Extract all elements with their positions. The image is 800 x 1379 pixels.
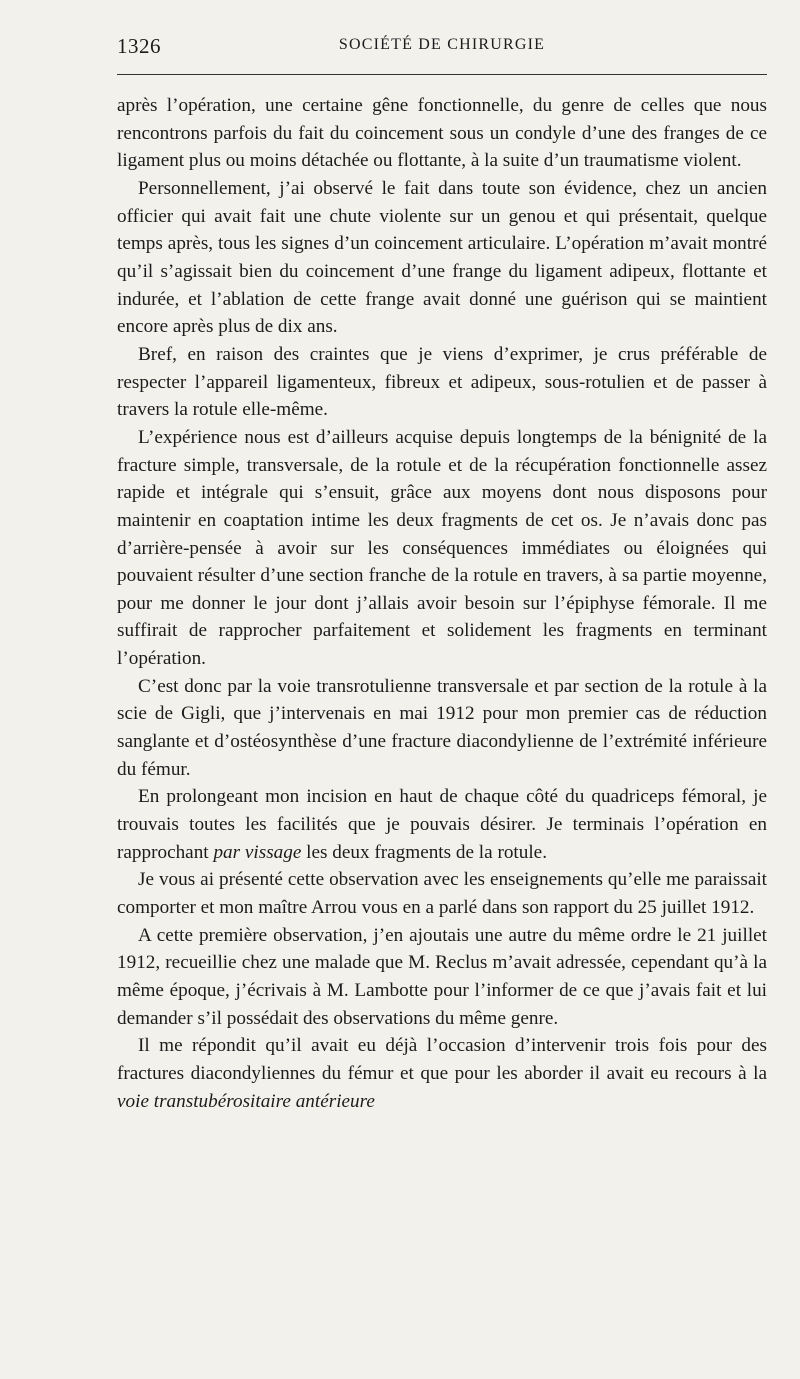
body-text — [117, 92, 767, 1115]
paragraph-text: En prolongeant mon incision en haut de chaque côté du quadriceps fémoral, je trouvais toutes les facilités que je pouvais désirer. Je terminais l’opération en rapprochant — [117, 786, 767, 863]
paragraph: A cette première observation, j’en ajoutais une autre du même ordre le 21 juillet 1912, recueillie chez une malade que M. Reclus m’avait adressée, cependant qu’à la même époque, j’écrivais à M. Lambotte pour l’informer de ce que j’avais fait et lui demander s’il possédait des observations du même genre. — [117, 924, 767, 1029]
paragraph-text: Il me répondit qu’il avait eu déjà l’occasion d’intervenir trois fois pour des fractures diacondyliennes du fémur et que pour les aborder il avait eu recours à la — [117, 1035, 767, 1084]
paragraph: L’expérience nous est d’ailleurs acquise depuis longtemps de la bénignité de la fracture simple, transversale, de la rotule et de la récupération fonctionnelle assez rapide et intégrale qui s’ensuit, grâce aux moyens dont nous disposons pour maintenir en coaptation intime les deux fragments de cet os. Je n’avais donc pas d’arrière-pensée à avoir sur les conséquences immédiates ou éloignées qui pouvaient résulter d’une section franche de la rotule en travers, à sa partie moyenne, pour me donner le jour dont j’allais avoir besoin sur l’épiphyse fémorale. Il me suffirait de rapprocher parfaitement et solidement les fragments en terminant l’opération. — [117, 426, 767, 670]
paragraph: après l’opération, une certaine gêne fonctionnelle, du genre de celles que nous rencontrons parfois du fait du coincement sous un condyle d’une des franges de ce ligament plus ou moins détachée ou flottante, à la suite d’un traumatisme violent. — [117, 95, 767, 172]
paragraph: Bref, en raison des craintes que je viens d’exprimer, je crus préférable de respecter l’appareil ligamenteux, fibreux et adipeux, sous-rotulien et de passer à travers la rotule elle-même. — [117, 343, 767, 421]
page-number: 1326 — [117, 34, 161, 58]
paragraph: Je vous ai présenté cette observation avec les enseignements qu’elle me paraissait comporter et mon maître Arrou vous en a parlé dans son rapport du 25 juillet 1912. — [117, 869, 767, 919]
header-rule — [117, 74, 767, 75]
paragraph: Personnellement, j’ai observé le fait dans toute son évidence, chez un ancien officier qui avait fait une chute violente sur un genou et qui présentait, quelque temps après, tous les signes d’un coincement articulaire. L’opération m’avait montré qu’il s’agissait bien du coincement d’une frange du ligament adipeux, flottante et indurée, et l’ablation de cette frange avait donné une guérison qui se maintient encore après plus de dix ans. — [117, 177, 767, 338]
paragraph: C’est donc par la voie transrotulienne transversale et par section de la rotule à la scie de Gigli, que j’intervenais en mai 1912 pour mon premier cas de réduction sanglante et d’ostéosynthèse d’une fracture diacondylienne de l’extrémité inférieure du fémur. — [117, 675, 767, 780]
italic-phrase: par vissage — [213, 841, 302, 863]
running-title: SOCIÉTÉ DE CHIRURGIE — [338, 36, 546, 53]
italic-phrase: voie transtubérositaire antérieure — [117, 1090, 375, 1112]
paragraph — [117, 1032, 767, 1115]
page-header — [117, 30, 767, 64]
paragraph-text: les deux fragments de la rotule. — [301, 841, 547, 863]
paragraph — [117, 783, 767, 866]
